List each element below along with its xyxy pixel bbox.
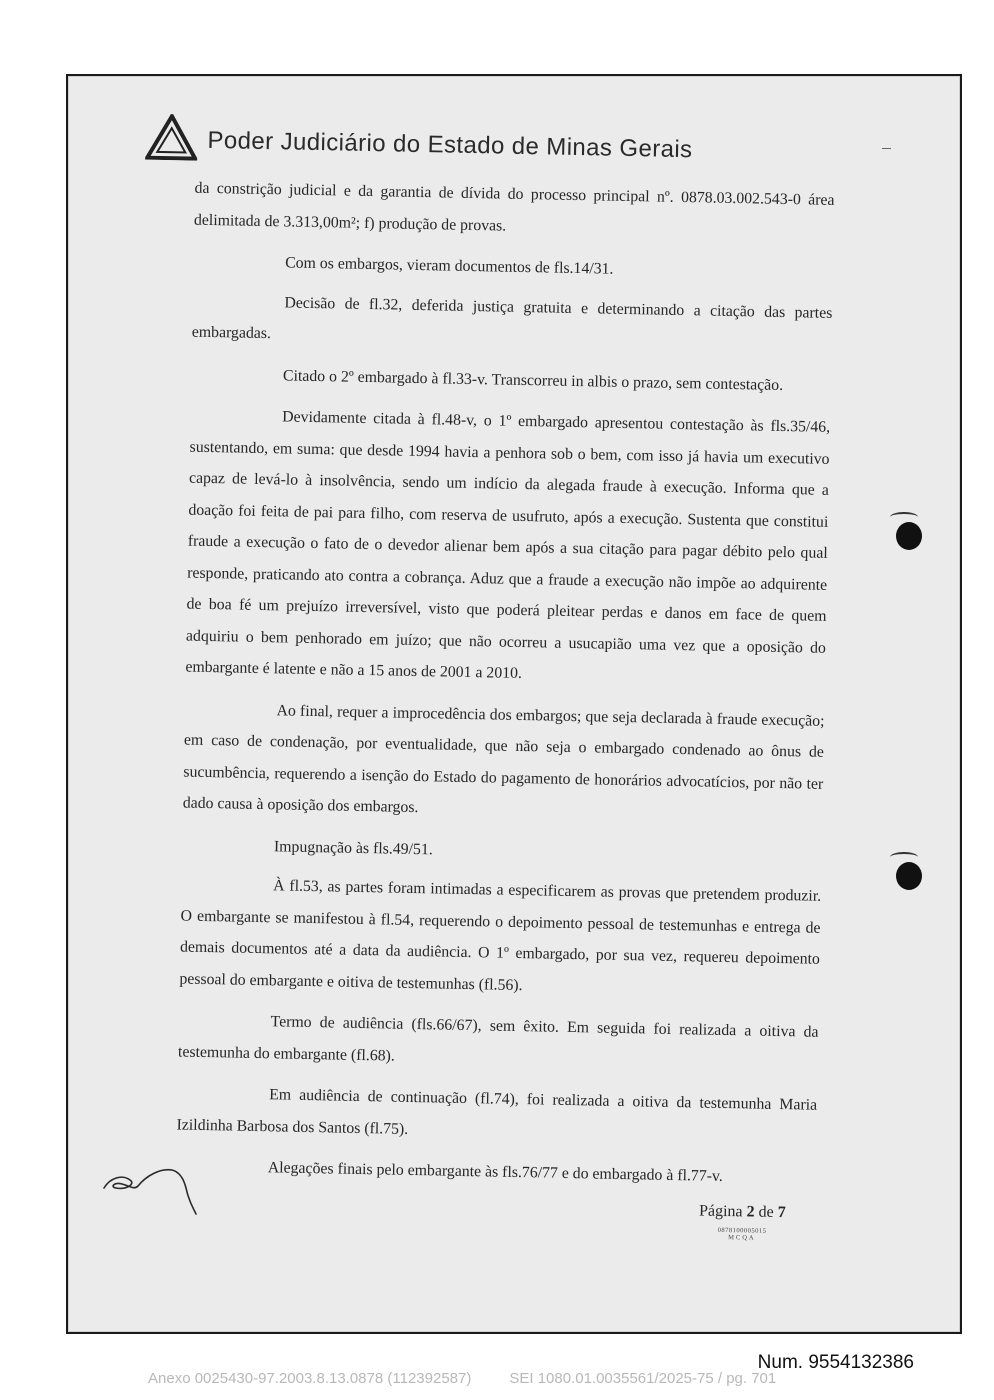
institution-title: Poder Judiciário do Estado de Minas Gerais — [207, 126, 693, 164]
annex-reference: Anexo 0025430-97.2003.8.13.0878 (112392587) — [148, 1370, 472, 1387]
paragraph: Com os embargos, vieram documentos de fls.14/31. — [285, 254, 614, 278]
paragraph: À fl.53, as partes foram intimadas a especificarem as provas que pretendem produzir. O embargante se manifestou à fl.54, requerendo o depoimento pessoal de testemunhas e entrega de demais documentos até a data da audiência. O 1º embargado, por sua vez, requereu depoimento pessoal do embargante e oitiva de testemunhas (fl.56). — [179, 877, 822, 994]
document-code: 0878100005015 — [717, 1226, 767, 1235]
paragraph: Termo de audiência (fls.66/67), sem êxito. Em seguida foi realizada a oitiva da testemunha do embargante (fl.68). — [177, 1013, 819, 1065]
sei-reference: SEI 1080.01.0035561/2025-75 / pg. 701 — [509, 1370, 777, 1387]
paragraph: Devidamente citada à fl.48-v, o 1º embargado apresentou contestação às fls.35/46, sustentando, em suma: que desde 1994 havia a penhora sob o bem, com isso já havia um executivo capaz de levá-lo à insolvência, sendo um indício da alegada fraude à execução. Informa que a doação foi feita de pai para filho, com reserva de usufruto, após a execução. Sustenta que constitui fraude a execução o fato de o devedor alienar bem após a sua citação para pagar débito pelo qual responde, praticando ato contra a cobrança. Aduz que a fraude a execução não impõe ao adquirente de boa fé um prejuízo irreversível, visto que poderá pleitear perdas e danos em face de quem adquiriu o bem penhorado em juízo; que não ocorreu a usucapião uma vez que a oposição do embargante é latente e não a 15 anos de 2001 a 2010. — [185, 408, 831, 683]
paragraph: Em audiência de continuação (fl.74), foi realizada a oitiva da testemunha Maria Izildinha Barbosa dos Santos (fl.75). — [176, 1086, 818, 1138]
document-number: Num. 9554132386 — [757, 1352, 914, 1373]
page-number: Página 2 de 7 — [698, 1202, 786, 1222]
document-body — [175, 173, 834, 1205]
initials: MCQA — [728, 1234, 756, 1242]
paragraph: Ao final, requer a improcedência dos embargos; que seja declarada à fraude execução; em caso de condenação, por eventualidade, que não seja o embargado condenado ao ônus de sucumbência, requerendo a isenção do Estado do pagamento de honorários advocatícios, por não ter dado causa à oposição dos embargos. — [182, 701, 825, 817]
coat-of-arms-icon — [145, 114, 198, 161]
paragraph: Alegações finais pelo embargante às fls.76/77 e do embargado à fl.77-v. — [267, 1159, 723, 1185]
paragraph: Citado o 2º embargado à fl.33-v. Transcorreu in albis o prazo, sem contestação. — [282, 366, 784, 394]
punch-hole-edge — [890, 852, 918, 862]
scan-mark — [882, 148, 891, 149]
letterhead — [145, 112, 693, 166]
document-page — [88, 111, 840, 1265]
annex-footer — [148, 1370, 776, 1387]
punch-hole — [896, 522, 922, 550]
page-footer — [698, 1203, 785, 1243]
punch-hole-edge — [890, 512, 918, 522]
punch-hole — [896, 862, 922, 890]
paragraph: Impugnação às fls.49/51. — [273, 837, 433, 858]
paragraph: da constrição judicial e da garantia de dívida do processo principal nº. 0878.03.002.543-0 área delimitada de 3.313,00m²; f) produção de provas. — [193, 179, 835, 235]
signature — [100, 1160, 210, 1220]
paragraph: Decisão de fl.32, deferida justiça gratuita e determinando a citação das partes embargadas. — [191, 293, 833, 343]
